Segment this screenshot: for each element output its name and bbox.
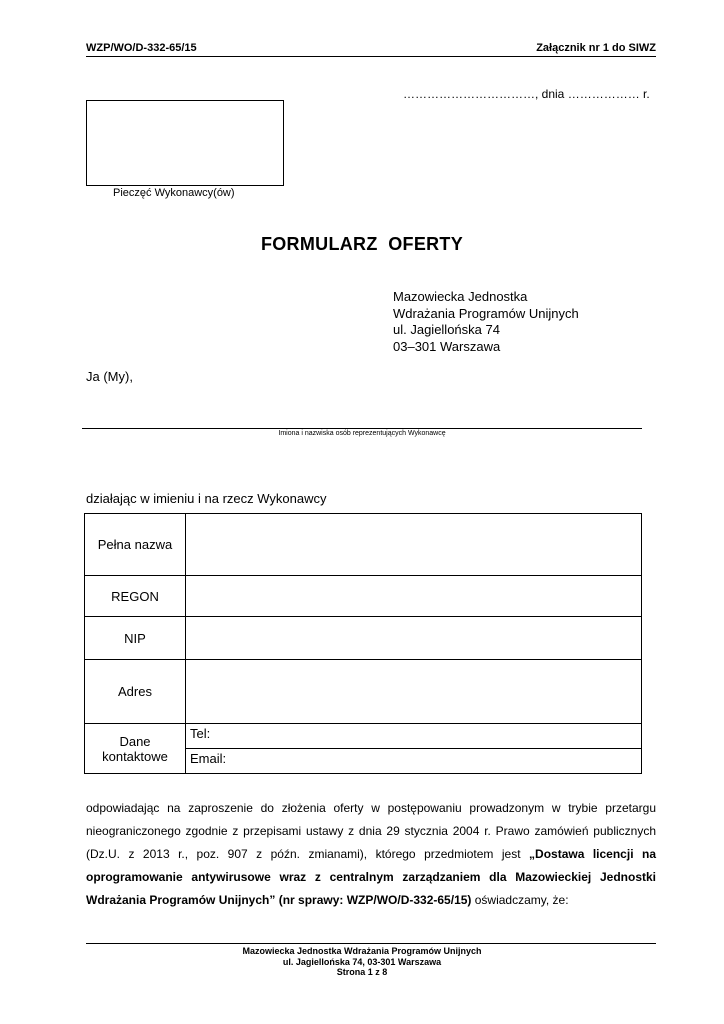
header-divider (86, 56, 656, 57)
acting-on-behalf-text: działając w imieniu i na rzecz Wykonawcy (86, 491, 327, 506)
page-footer (0, 946, 724, 978)
page-number: Strona 1 z 8 (336, 967, 388, 977)
ja-my-label: Ja (My), (86, 369, 133, 384)
table-row (85, 576, 642, 617)
contact-label (85, 724, 186, 774)
footer-line-1: Mazowiecka Jednostka Wdrażania Programów Unijnych (242, 946, 482, 956)
paragraph-intro: odpowiadając na zaproszenie do złożenia oferty w postępowaniu prowadzonym w trybie przetargu nieograniczonego zgodnie z przepisami ustawy z dnia 29 stycznia 2004 r. Prawo zamówień publicznych (Dz.U. z 2013 r., poz. 907 z późn. zmianami), którego przedmiotem jest (86, 801, 656, 861)
recipient-line-4: 03–301 Warszawa (393, 338, 501, 354)
address-label: Adres (85, 660, 186, 724)
table-row (85, 617, 642, 660)
nip-field[interactable] (186, 617, 642, 660)
stamp-label: Pieczęć Wykonawcy(ów) (113, 187, 235, 199)
table-row (85, 724, 642, 749)
full-name-label: Pełna nazwa (85, 514, 186, 576)
footer-divider (86, 943, 656, 944)
contractor-info-table (84, 513, 642, 774)
recipient-line-1: Mazowiecka Jednostka (393, 289, 528, 304)
paragraph-end: oświadczamy, że: (471, 893, 569, 907)
regon-field[interactable] (186, 576, 642, 617)
regon-label: REGON (85, 576, 186, 617)
contractor-stamp-box (86, 100, 284, 186)
contact-label-line-1: Dane (119, 733, 151, 749)
representatives-line (82, 428, 642, 429)
full-name-field[interactable] (186, 514, 642, 576)
email-field[interactable] (186, 749, 642, 774)
tel-field[interactable] (186, 724, 642, 749)
representatives-label: Imiona i nazwiska osób reprezentujących Wykonawcę (278, 430, 446, 437)
offer-paragraph (86, 797, 656, 912)
footer-line-2: ul. Jagiellońska 74, 03-301 Warszawa (282, 956, 442, 967)
table-row (85, 514, 642, 576)
address-field[interactable] (186, 660, 642, 724)
recipient-line-3: ul. Jagiellońska 74 (393, 322, 500, 337)
recipient-line-2: Wdrażania Programów Unijnych (393, 305, 579, 321)
attachment-label: Załącznik nr 1 do SIWZ (536, 42, 656, 54)
case-number: WZP/WO/D-332-65/15 (86, 42, 197, 54)
nip-label: NIP (85, 617, 186, 660)
contact-label-line-2: kontaktowe (102, 748, 168, 764)
paragraph-subject: „Dostawa licencji na oprogramowanie antywirusowe wraz z centralnym zarządzaniem dla Mazowieckiej Jednostki Wdrażania Programów Unijnych” (nr sprawy: WZP/WO/D-332-65/15) (86, 847, 656, 907)
page-title: FORMULARZ OFERTY (260, 234, 464, 254)
date-line: ……………………………, dnia ……………… r. (403, 87, 650, 101)
tel-label: Tel: (190, 726, 211, 741)
email-label: Email: (190, 751, 227, 766)
table-row (85, 660, 642, 724)
recipient-address (393, 289, 579, 355)
